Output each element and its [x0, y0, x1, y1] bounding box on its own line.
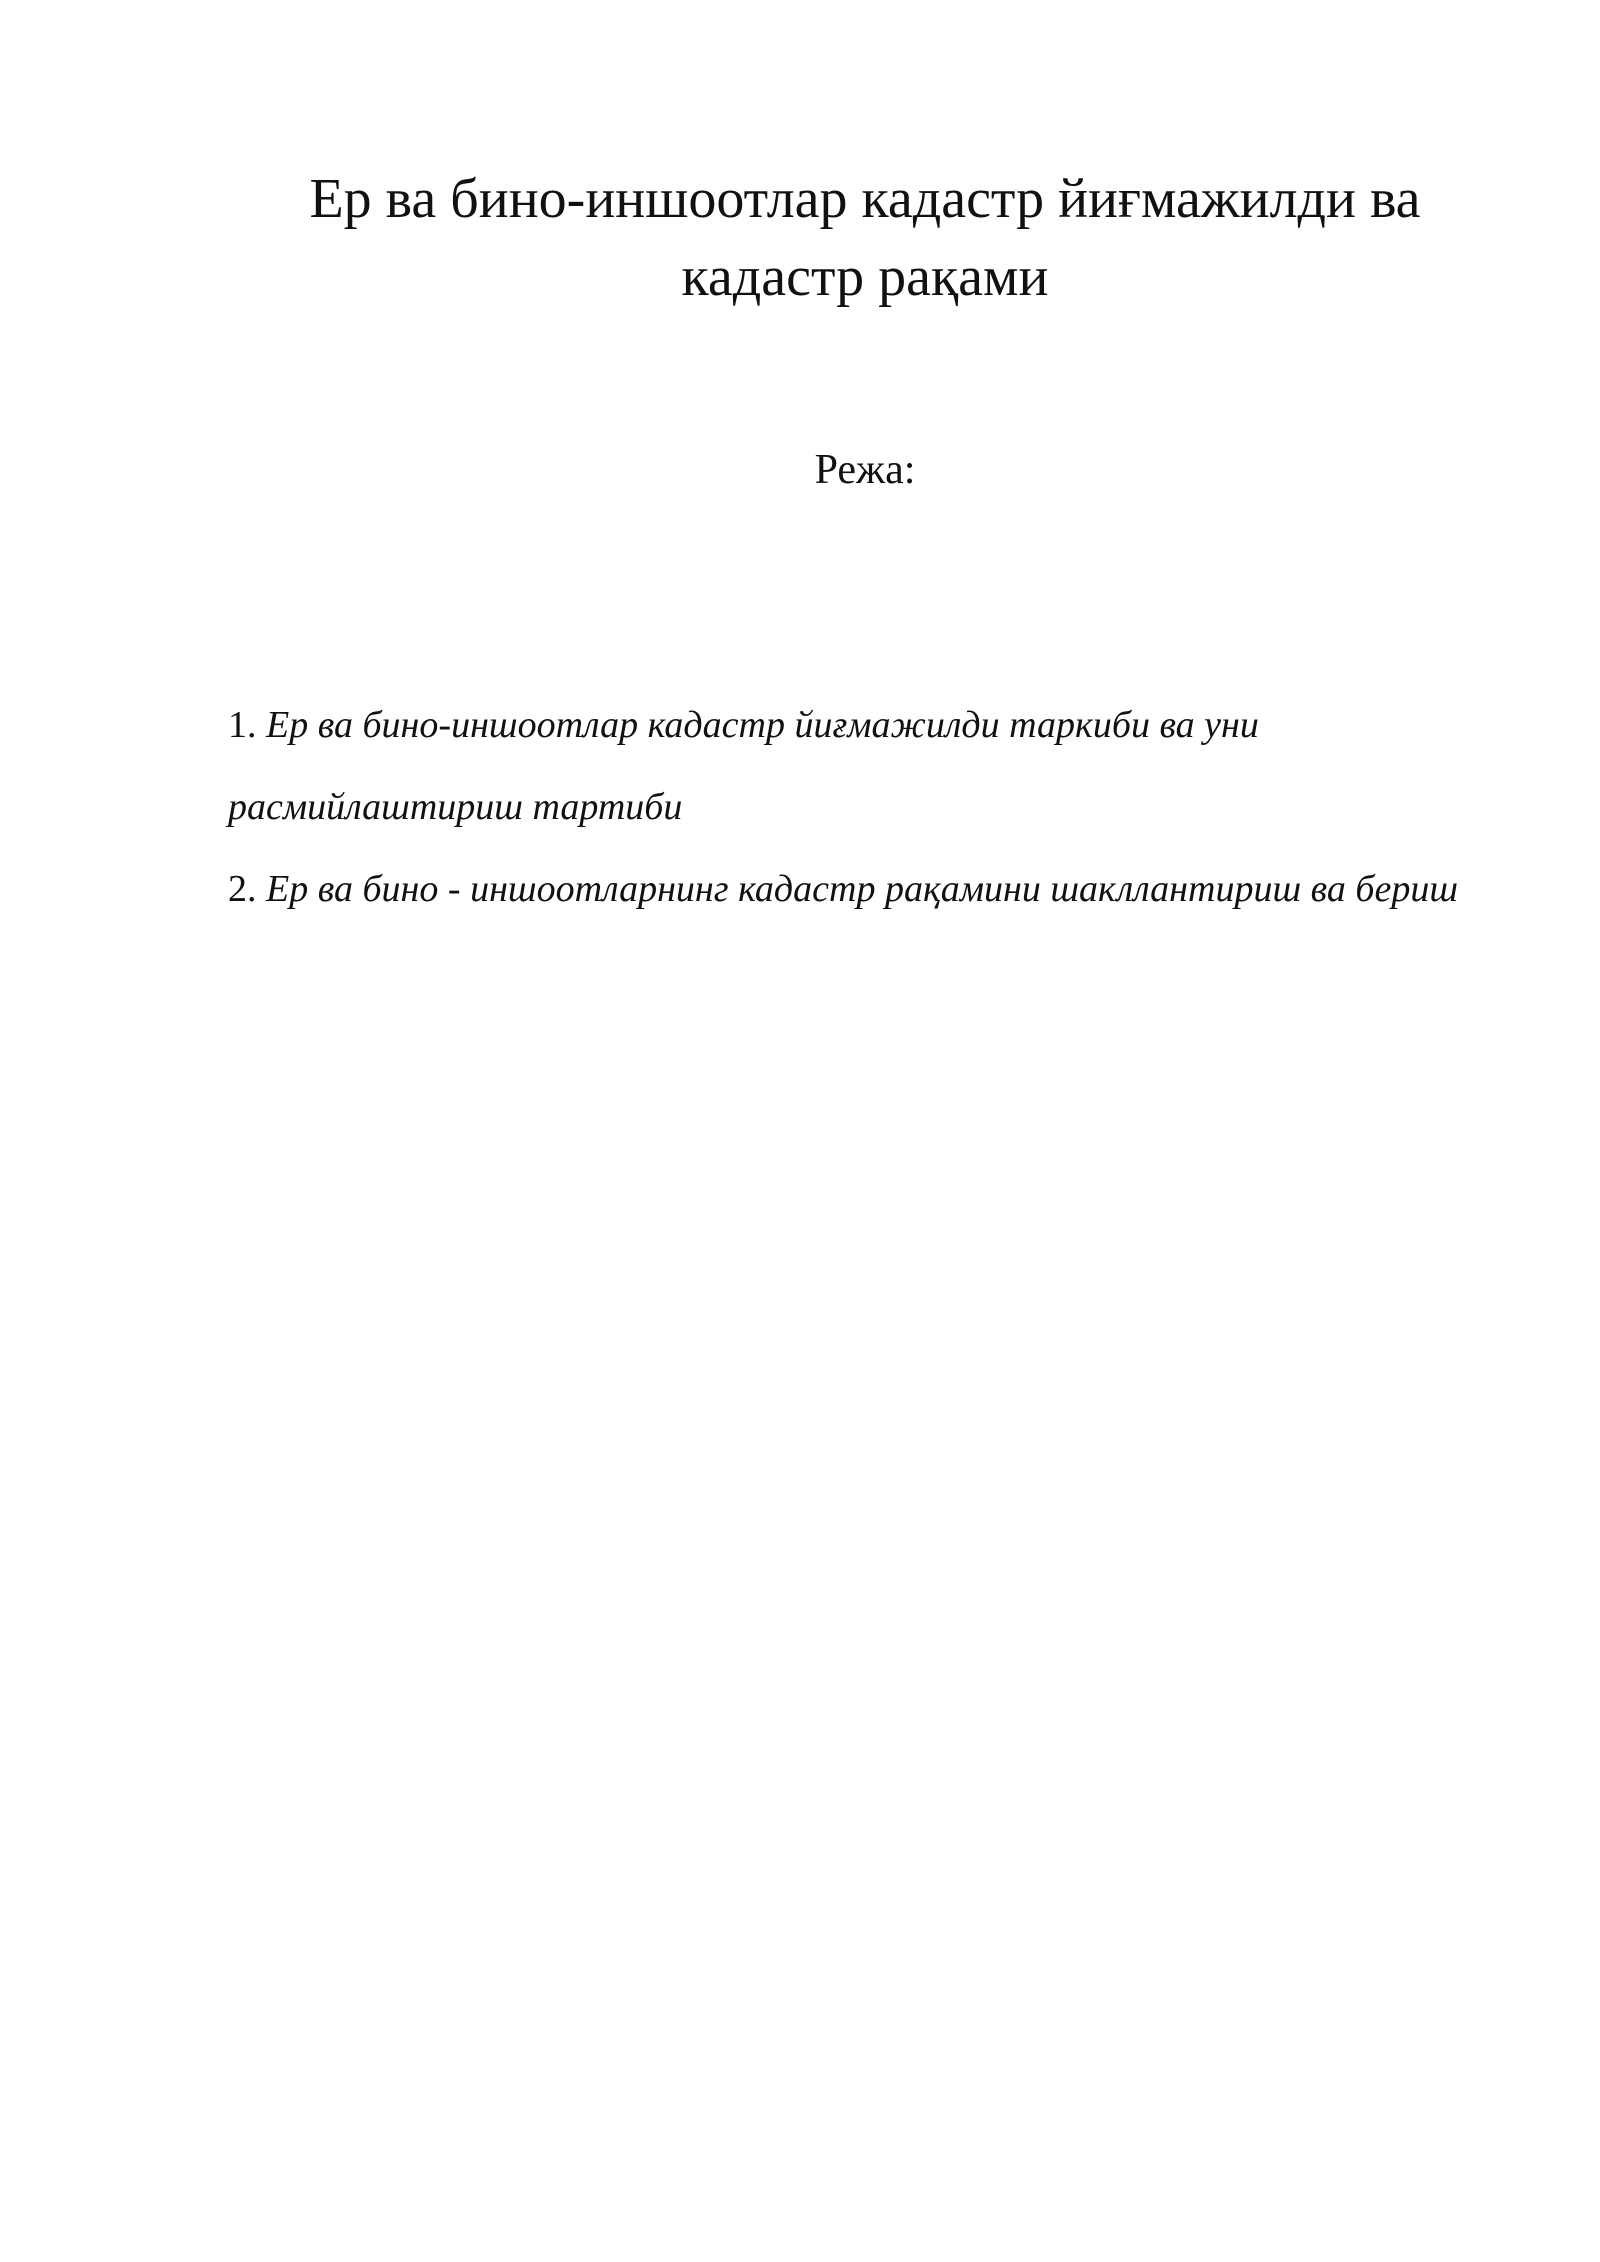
plan-item — [228, 684, 1528, 848]
plan-item-text: Ер ва бино - иншоотларнинг кадастр рақамини шакллантириш ва бериш — [266, 868, 1459, 910]
plan-item-number: 1. — [228, 704, 257, 746]
plan-item-number: 2. — [228, 868, 257, 910]
plan-item-text: Ер ва бино-иншоотлар кадастр йиғмажилди таркиби ва уни расмийлаштириш тартиби — [228, 704, 1259, 828]
plan-item — [228, 848, 1528, 930]
document-title: Ер ва бино-иншоотлар кадастр йиғмажилди ва кадастр рақами — [309, 168, 1421, 308]
plan-list — [228, 684, 1528, 930]
plan-heading: Режа: — [814, 447, 916, 493]
